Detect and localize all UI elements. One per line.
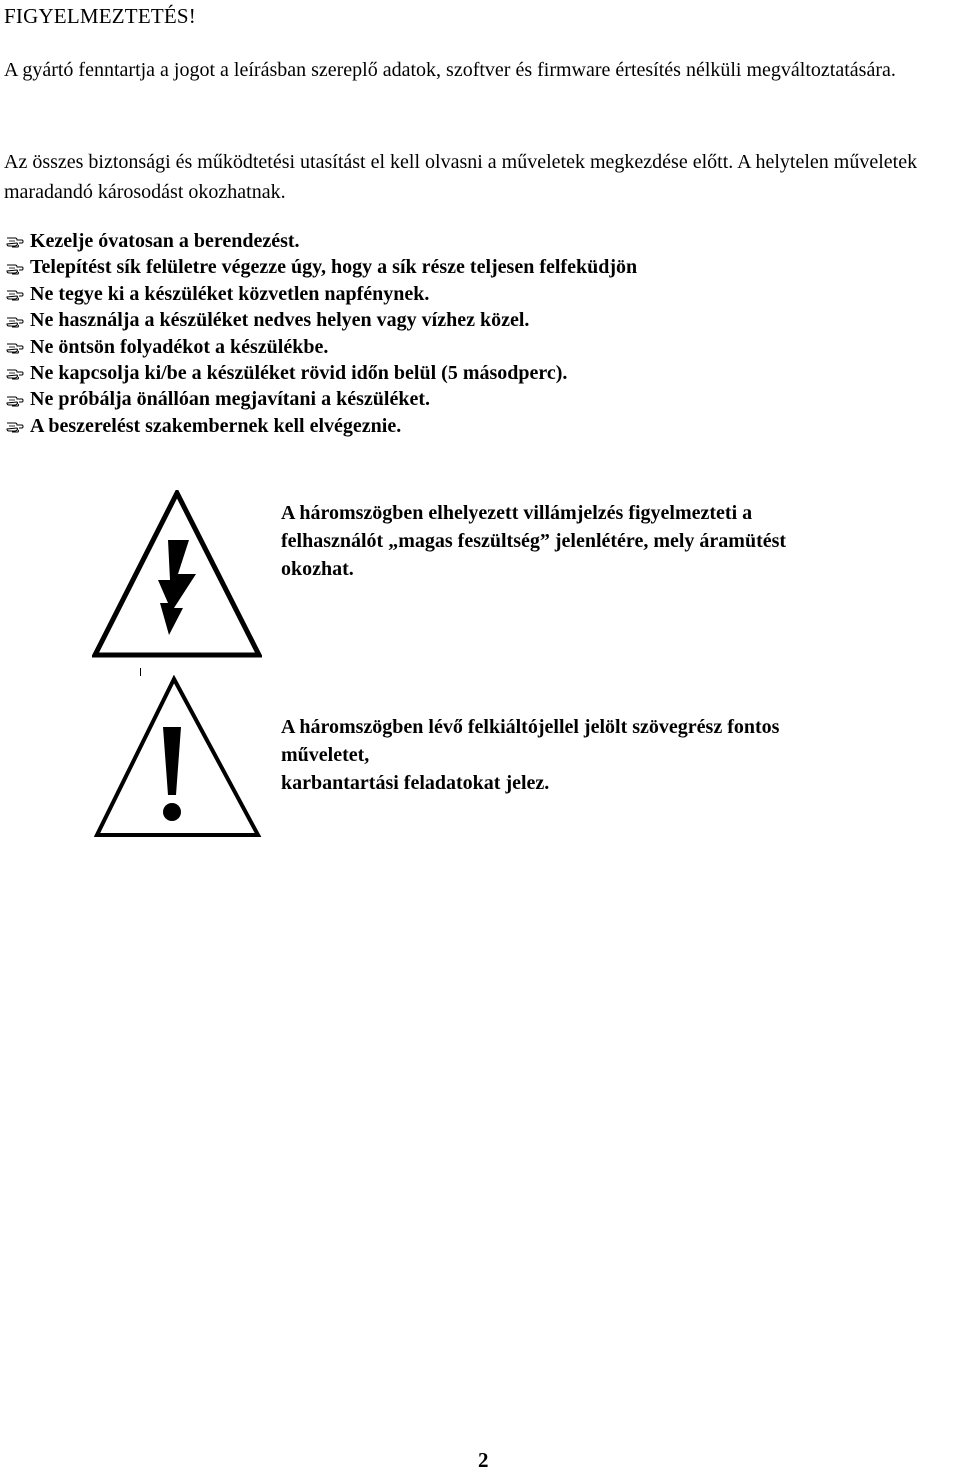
list-item: Ne használja a készüléket nedves helyen vagy vízhez közel. bbox=[6, 307, 637, 333]
pointing-hand-icon bbox=[6, 315, 30, 329]
list-item: A beszerelést szakembernek kell elvégeznie. bbox=[6, 413, 637, 439]
pointing-hand-icon bbox=[6, 262, 30, 276]
list-item: Ne tegye ki a készüléket közvetlen napfénynek. bbox=[6, 281, 637, 307]
disclaimer-paragraph: A gyártó fenntartja a jogot a leírásban szereplő adatok, szoftver és firmware értesítés nélküli megváltoztatására. bbox=[4, 59, 896, 81]
important-operation-warning: A háromszögben lévő felkiáltójellel jelölt szövegrész fontos műveletet, karbantartási feladatokat jelez. bbox=[281, 716, 780, 794]
list-item: Ne próbálja önállóan megjavítani a készüléket. bbox=[6, 386, 637, 412]
pointing-hand-icon bbox=[6, 367, 30, 381]
pointing-hand-icon bbox=[6, 288, 30, 302]
lightning-triangle-icon bbox=[92, 490, 262, 660]
instructions-paragraph: Az összes biztonsági és működtetési utasítást el kell olvasni a műveletek megkezdése előtt. A helytelen műveletek maradandó károsodást okozhatnak. bbox=[4, 151, 918, 203]
list-item: Ne öntsön folyadékot a készülékbe. bbox=[6, 334, 637, 360]
high-voltage-warning: A háromszögben elhelyezett villámjelzés figyelmezteti a felhasználót „magas feszültség” jelenlétére, mely áramütést okozhat. bbox=[281, 502, 787, 580]
pointing-hand-icon bbox=[6, 235, 30, 249]
list-item: Kezelje óvatosan a berendezést. bbox=[6, 228, 637, 254]
list-item: Telepítést sík felületre végezze úgy, hogy a sík része teljesen felfeküdjön bbox=[6, 254, 637, 280]
page-number: 2 bbox=[478, 1448, 489, 1472]
pointing-hand-icon bbox=[6, 341, 30, 355]
pointing-hand-icon bbox=[6, 394, 30, 408]
list-item: Ne kapcsolja ki/be a készüléket rövid időn belül (5 másodperc). bbox=[6, 360, 637, 386]
safety-list bbox=[6, 228, 637, 439]
page-title: FIGYELMEZTETÉS! bbox=[4, 4, 196, 28]
pointing-hand-icon bbox=[6, 420, 30, 434]
exclamation-triangle-icon bbox=[94, 675, 264, 840]
